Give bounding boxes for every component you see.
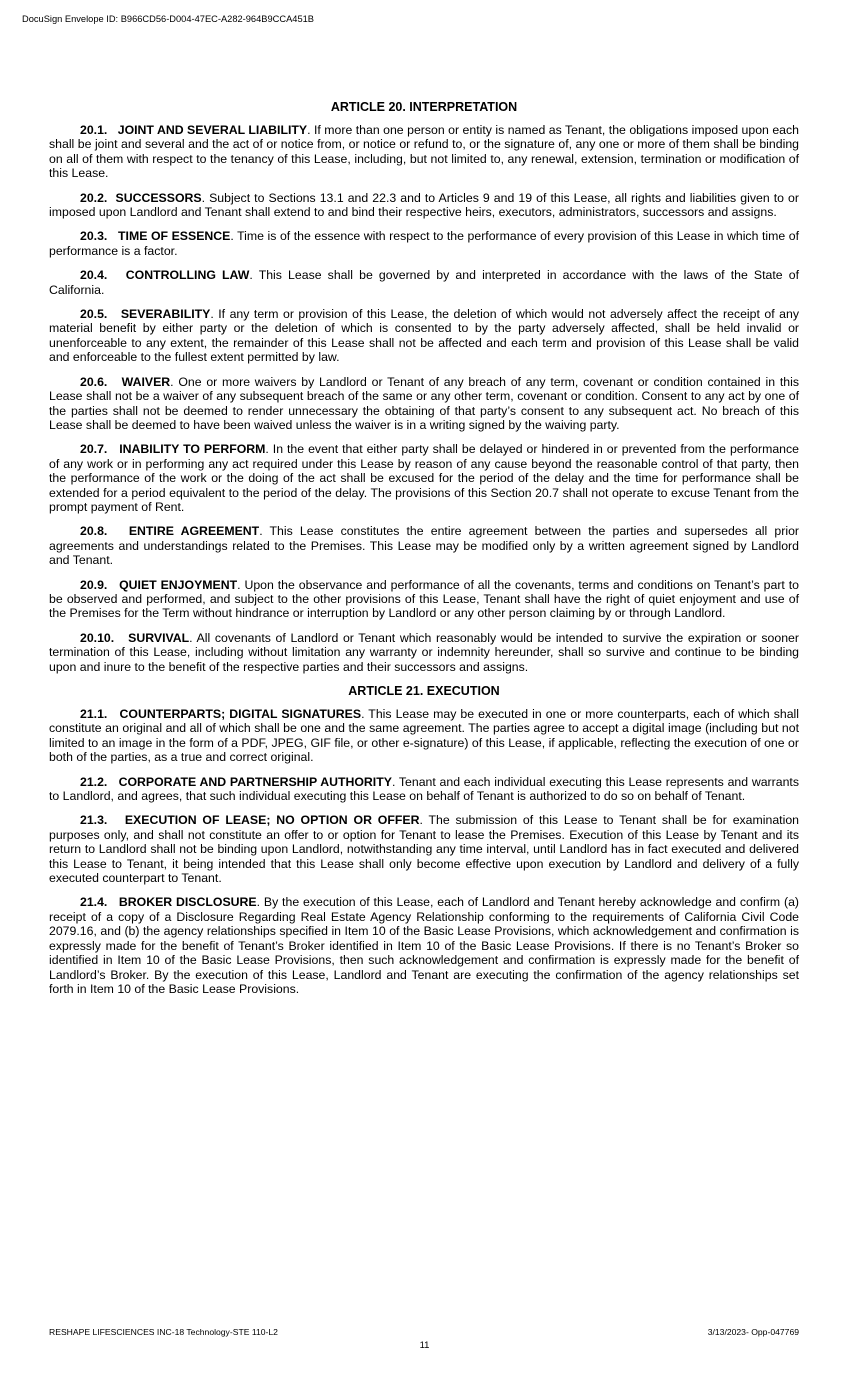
section-number: 21.4. — [80, 895, 108, 910]
section-20-7 — [49, 442, 799, 514]
article-20-title: ARTICLE 20. INTERPRETATION — [330, 100, 518, 114]
section-number: 20.10. — [80, 630, 115, 645]
footer-right: 3/13/2023- Opp-047769 — [707, 1327, 799, 1337]
article-21-title: ARTICLE 21. EXECUTION — [348, 684, 500, 698]
section-21-4 — [49, 895, 799, 996]
section-text: . If more than one person or entity is named as Tenant, the obligations imposed upon each shall be joint and several and the act of or notice from, or notice or refund to, or the signature of, any one or more of them shall be binding on all of them with respect to the tenancy of this Lease, including, but not limited to, any renewal, extension, termination or modification of this Lease. — [49, 123, 799, 181]
page-number: 11 — [419, 1340, 430, 1351]
section-text: . The submission of this Lease to Tenant shall be for examination purposes only, and shall not constitute an offer to or option for Tenant to lease the Premises. Execution of this Lease by Tenant and its return to Landlord shall not be binding upon Landlord, notwithstanding any time interval, until Landlord has in fact executed and delivered this Lease to Tenant, it being intended that this Lease shall only become effective upon execution by Landlord and delivery of a fully executed counterpart to Tenant. — [49, 813, 799, 886]
section-text: . Time is of the essence with respect to the performance of every provision of this Lease in which time of performance is a factor. — [49, 229, 799, 258]
section-number: 20.8. — [80, 524, 108, 539]
section-text: . Tenant and each individual executing this Lease represents and warrants to Landlord, and agrees, that such individual executing this Lease on behalf of Tenant is authorized to do so on behalf of Tenant. — [49, 774, 799, 804]
footer-left: RESHAPE LIFESCIENCES INC-18 Technology-STE 110-L2 — [49, 1327, 278, 1337]
section-21-2 — [49, 775, 799, 804]
section-heading: COUNTERPARTS; DIGITAL SIGNATURES — [119, 707, 362, 721]
section-heading: SUCCESSORS — [115, 190, 202, 205]
section-number: 21.3. — [80, 813, 108, 828]
section-number: 20.4. — [80, 268, 108, 283]
section-heading: CONTROLLING LAW — [125, 268, 250, 283]
section-21-1 — [49, 707, 799, 765]
section-number: 20.1. — [80, 123, 108, 137]
section-20-9 — [49, 578, 799, 621]
document-body — [49, 100, 799, 1006]
section-text: . Subject to Sections 13.1 and 22.3 and to Articles 9 and 19 of this Lease, all rights and liabilities given to or imposed upon Landlord and Tenant shall extend to and bind their respective heirs, executors, administrators, successors and assigns. — [49, 190, 799, 220]
section-number: 21.2. — [80, 774, 108, 789]
envelope-id: DocuSign Envelope ID: B966CD56-D004-47EC-A282-964B9CCA451B — [22, 14, 314, 24]
section-text: . All covenants of Landlord or Tenant which reasonably would be intended to survive the expiration or sooner termination of this Lease, including without limitation any warranty or indemnity hereunder, shall so survive and continue to be binding upon and inure to the benefit of the respective parties and their successors and assigns. — [49, 630, 799, 674]
section-20-10 — [49, 631, 799, 674]
section-20-5 — [49, 307, 799, 365]
section-heading: SEVERABILITY — [120, 307, 211, 322]
section-text: . By the execution of this Lease, each of Landlord and Tenant hereby acknowledge and confirm (a) receipt of a copy of a Disclosure Regarding Real Estate Agency Relationship conforming to the requirements of California Civil Code 2079.16, and (b) the agency relationships specified in Item 10 of the Basic Lease Provisions, which acknowledgement and confirmation is expressly made for the benefit of Tenant’s Broker identified in Item 10 of the Basic Lease Provisions. If there is no Tenant’s Broker so identified in Item 10 of the Basic Lease Provisions, then such acknowledgement and confirmation is expressly made for the benefit of Landlord’s Broker. By the execution of this Lease, Landlord and Tenant are executing the confirmation of the agency relationships set forth in Item 10 of the Basic Lease Provisions. — [49, 895, 800, 996]
section-heading: TIME OF ESSENCE — [118, 229, 231, 244]
section-number: 20.3. — [80, 229, 108, 244]
section-text: . This Lease shall be governed by and interpreted in accordance with the laws of the State of California. — [49, 268, 800, 297]
section-20-8 — [49, 524, 799, 567]
section-heading: QUIET ENJOYMENT — [119, 577, 238, 592]
section-text: . Upon the observance and performance of all the covenants, terms and conditions on Tenant’s part to be observed and performed, and subject to the other provisions of this Lease, Tenant shall have the right of quiet enjoyment and use of the Premises for the Term without hindrance or interruption by Landlord or any other person claiming by or through Landlord. — [49, 577, 799, 621]
section-heading: JOINT AND SEVERAL LIABILITY — [117, 123, 308, 137]
section-text: . In the event that either party shall be delayed or hindered in or prevented from the performance of any work or in performing any act required under this Lease by reason of any cause beyond the reasonable control of that party, then the performance of the work or the doing of the act shall be excused for the period of the delay and the time for performance shall be extended for a period equivalent to the period of the delay. The provisions of this Section 20.7 shall not operate to excuse Tenant from the prompt payment of Rent. — [49, 442, 799, 514]
section-heading: ENTIRE AGREEMENT — [128, 524, 260, 539]
section-heading: WAIVER — [121, 374, 171, 389]
section-text: . If any term or provision of this Lease, the deletion of which would not adversely affect the receipt of any material benefit by either party or the deletion of which is consented to by the party adversely affected, shall be held invalid or unenforceable to any extent, the remainder of this Lease shall not be affected and each term and provision of this Lease shall be valid and enforceable to the fullest extent permitted by law. — [49, 307, 799, 365]
section-heading: INABILITY TO PERFORM — [119, 442, 266, 457]
section-text: . One or more waivers by Landlord or Tenant of any breach of any term, covenant or condition contained in this Lease shall not be a waiver of any subsequent breach of the same or any other term, covenant or condition. Consent to any act by one of the parties shall not be deemed to render unnecessary the obtaining of that party’s consent to any subsequent act. No breach of this Lease shall be deemed to have been waived unless the waiver is in a writing signed by the waiving party. — [49, 374, 799, 432]
section-number: 20.9. — [80, 577, 108, 592]
section-number: 20.7. — [80, 442, 108, 457]
section-20-2 — [49, 191, 799, 220]
section-20-3 — [49, 229, 799, 258]
section-number: 20.6. — [80, 374, 108, 389]
section-20-6 — [49, 375, 799, 433]
section-number: 21.1. — [80, 707, 108, 721]
section-heading: BROKER DISCLOSURE — [118, 895, 257, 910]
section-20-4 — [49, 268, 799, 297]
section-text: . This Lease may be executed in one or more counterparts, each of which shall constitute an original and all of which shall be one and the same agreement. The parties agree to accept a digital image (including but not limited to an image in the form of a PDF, JPEG, GIF file, or other e-signature) of this Lease, if applicable, reflecting the execution of one or both of the parties, as a true and correct original. — [49, 707, 800, 765]
section-number: 20.2. — [80, 190, 108, 205]
section-heading: SURVIVAL — [128, 630, 190, 645]
section-number: 20.5. — [80, 307, 108, 322]
section-20-1 — [49, 123, 799, 181]
section-text: . This Lease constitutes the entire agreement between the parties and supersedes all prior agreements and understandings related to the Premises. This Lease may be modified only by a written agreement signed by Landlord and Tenant. — [49, 524, 800, 568]
section-21-3 — [49, 813, 799, 885]
section-heading: CORPORATE AND PARTNERSHIP AUTHORITY — [118, 774, 392, 789]
section-heading: EXECUTION OF LEASE; NO OPTION OR OFFER — [124, 813, 420, 828]
